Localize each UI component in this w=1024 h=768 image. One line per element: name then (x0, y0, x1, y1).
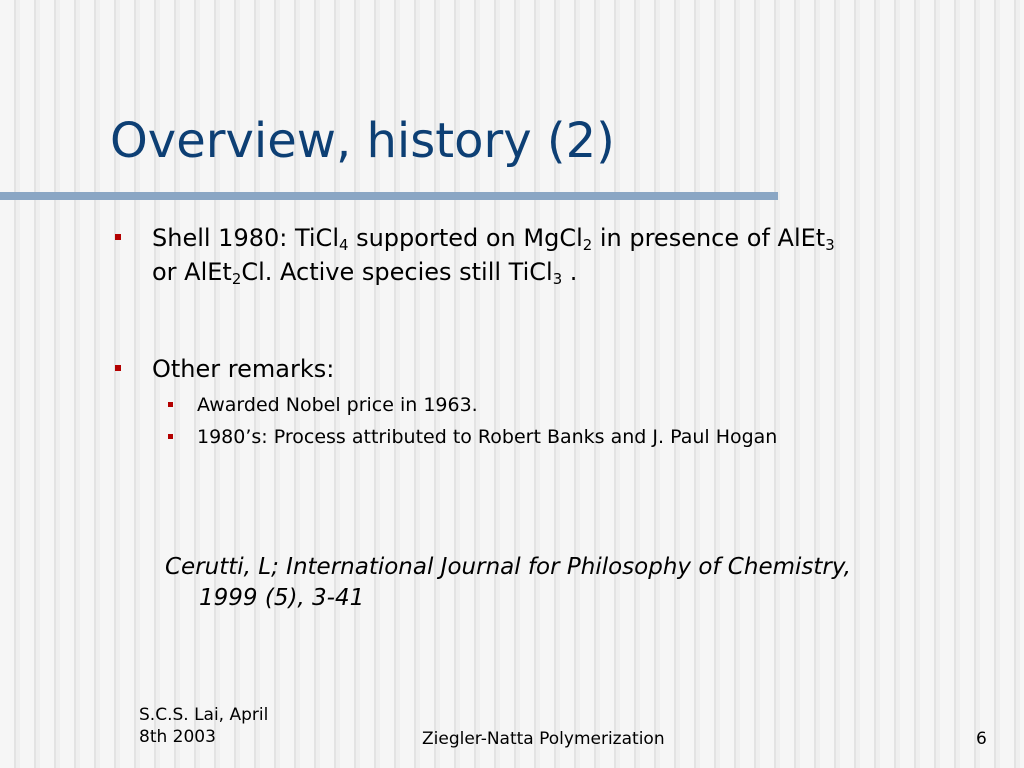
slide-title: Overview, history (2) (110, 113, 615, 169)
footer-author: S.C.S. Lai, April (139, 705, 269, 725)
bullet-other-remarks (152, 352, 992, 386)
title-underline-rule (0, 192, 778, 200)
bullet-text-part: Cl. Active species still TiCl (241, 258, 553, 286)
subscript: 2 (231, 270, 242, 289)
sub-bullet-square-icon (168, 402, 173, 407)
sub-bullet-text: 1980’s: Process attributed to Robert Banks and J. Paul Hogan (197, 426, 778, 448)
citation-line-2: 1999 (5), 3-41 (199, 585, 365, 611)
subscript: 3 (825, 236, 835, 255)
footer-title: Ziegler-Natta Polymerization (422, 729, 665, 749)
citation (165, 552, 851, 614)
bullet-square-icon (115, 365, 121, 371)
footer-date: 8th 2003 (139, 727, 216, 747)
sub-bullet-nobel (197, 392, 478, 418)
footer-author-date (139, 704, 339, 748)
sub-bullet-square-icon (168, 434, 173, 439)
bullet-text: Other remarks: (152, 355, 335, 383)
bullet-text-part: in presence of AlEt (592, 224, 826, 252)
bullet-text-part: or AlEt (152, 258, 232, 286)
subscript: 2 (582, 236, 593, 255)
bullet-square-icon (115, 234, 121, 240)
sub-bullet-1980s (197, 424, 777, 450)
citation-line-1: Cerutti, L; International Journal for Philosophy of Chemistry, (165, 554, 851, 580)
bullet-shell-1980 (152, 221, 992, 289)
footer-page-number: 6 (976, 729, 987, 749)
bullet-text-part: Shell 1980: TiCl (152, 224, 339, 252)
subscript: 3 (552, 270, 563, 289)
sub-bullet-text: Awarded Nobel price in 1963. (197, 394, 478, 416)
bullet-text-part: . (562, 258, 578, 286)
bullet-text-part: supported on MgCl (348, 224, 583, 252)
subscript: 4 (338, 236, 349, 255)
